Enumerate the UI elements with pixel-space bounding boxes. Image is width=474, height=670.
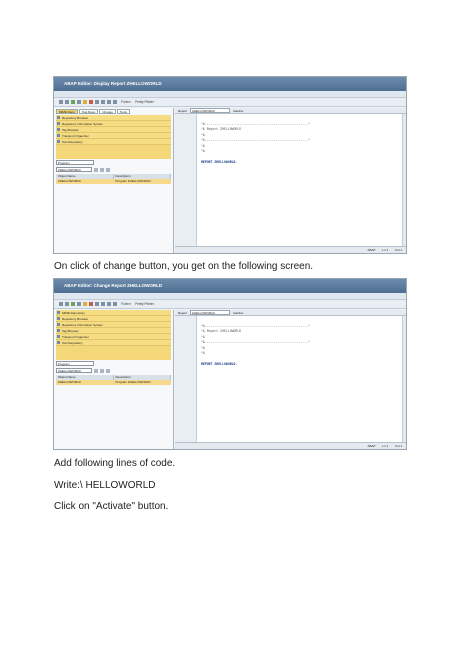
status-language: ABAP: [367, 248, 376, 252]
activate-icon[interactable]: [89, 302, 93, 306]
code-line: *& Report ZHELLOWORLD: [201, 329, 242, 333]
object-name-input[interactable]: ZHELLOWORLD: [56, 167, 92, 172]
display-icon[interactable]: [94, 369, 98, 373]
column-object-name: Object Name: [56, 375, 114, 380]
row-object-name: ZHELLOWORLD: [58, 380, 81, 384]
tab-tools[interactable]: Tools: [117, 109, 130, 114]
tab-mime-repo[interactable]: MIME Repo: [56, 109, 78, 114]
pretty-printer-button[interactable]: Pretty Printer: [135, 100, 154, 104]
caption-activate: Click on "Activate" button.: [54, 501, 169, 512]
report-state: Inactive: [233, 109, 244, 113]
source-code[interactable]: [201, 116, 400, 166]
pretty-printer-button[interactable]: Pretty Printer: [135, 302, 154, 306]
object-name-input[interactable]: ZHELLOWORLD: [56, 368, 92, 373]
forward-icon[interactable]: [65, 100, 69, 104]
object-name-row: [54, 367, 173, 374]
refresh-icon[interactable]: [100, 369, 104, 373]
source-code[interactable]: [201, 318, 400, 368]
back-icon[interactable]: [59, 302, 63, 306]
status-bar: [175, 246, 406, 253]
report-name-field: ZHELLOWORLD: [190, 310, 230, 315]
check-icon[interactable]: [83, 302, 87, 306]
nav-item-tag-browser[interactable]: Tag Browser: [56, 328, 171, 334]
code-line: *&: [201, 143, 205, 148]
save-icon[interactable]: [77, 302, 81, 306]
nav-item-repository-browser[interactable]: Repository Browser: [56, 115, 171, 121]
code-line: *&------------------------------------------------------*: [201, 323, 311, 328]
code-line: REPORT ZHELLOWORLD.: [201, 362, 238, 366]
test-icon[interactable]: [95, 302, 99, 306]
object-type-select[interactable]: Program: [56, 361, 94, 366]
status-language: ABAP: [367, 444, 376, 448]
navigation-window-icon[interactable]: [113, 100, 117, 104]
row-description: Program ZHELLOWORLD: [115, 179, 151, 183]
display-change-icon[interactable]: [71, 302, 75, 306]
report-label: Report: [178, 109, 188, 113]
object-name-row: [54, 166, 173, 173]
column-object-name: Object Name: [56, 174, 114, 179]
table-row[interactable]: [56, 179, 171, 184]
code-line: *&------------------------------------------------------*: [201, 138, 311, 142]
report-name-field: ZHELLOWORLD: [190, 108, 230, 113]
nav-item-repository-browser[interactable]: Repository Browser: [56, 316, 171, 322]
nav-item-repository-info-system[interactable]: Repository Information System: [56, 322, 171, 328]
navigation-tabs: [54, 108, 173, 115]
code-editor[interactable]: [175, 310, 406, 449]
tab-test-repo[interactable]: Test Repo: [79, 109, 99, 114]
column-description: Description: [114, 375, 172, 380]
code-line: *&: [201, 345, 205, 350]
object-type-row: [54, 159, 173, 166]
toolbar: [54, 300, 406, 309]
forward-icon[interactable]: [65, 302, 69, 306]
row-object-name: ZHELLOWORLD: [58, 179, 81, 183]
toolbar: [54, 98, 406, 107]
editor-header: [175, 108, 406, 114]
navigation-window-icon[interactable]: [113, 302, 117, 306]
display-object-list-icon[interactable]: [107, 302, 111, 306]
code-line: *&: [201, 351, 205, 355]
row-description: Program ZHELLOWORLD: [115, 380, 151, 384]
nav-item-tag-browser[interactable]: Tag Browser: [56, 127, 171, 133]
display-icon[interactable]: [94, 168, 98, 172]
code-line: *&: [201, 149, 205, 153]
test-icon[interactable]: [95, 100, 99, 104]
status-column: Col 1: [394, 444, 402, 448]
column-description: Description: [114, 174, 172, 179]
where-used-icon[interactable]: [101, 302, 105, 306]
nav-item-transport-organizer[interactable]: Transport Organizer: [56, 133, 171, 139]
change-icon[interactable]: [71, 100, 75, 104]
back-icon[interactable]: [59, 100, 63, 104]
code-editor[interactable]: [175, 108, 406, 253]
expand-icon[interactable]: [106, 369, 110, 373]
nav-item-mime-repository[interactable]: MIME Repository: [56, 310, 171, 316]
line-number-gutter: [175, 316, 197, 442]
change-report-screenshot: [53, 278, 407, 450]
pattern-button[interactable]: Pattern: [121, 302, 132, 306]
status-line: Ln 1: [382, 444, 389, 448]
nav-item-repository-info-system[interactable]: Repository Information System: [56, 121, 171, 127]
save-icon[interactable]: [77, 100, 81, 104]
navigation-panel: [54, 108, 174, 253]
caption-add-code: Add following lines of code.: [54, 458, 176, 469]
status-column: Col 1: [394, 248, 402, 252]
caption-change-button: On click of change button, you get on the following screen.: [54, 261, 314, 272]
line-number-gutter: [175, 114, 197, 246]
vertical-scrollbar[interactable]: [402, 316, 406, 442]
tab-change[interactable]: Change: [99, 109, 116, 114]
report-label: Report: [178, 311, 188, 315]
code-line: *&: [201, 132, 205, 137]
code-line: REPORT ZHELLOWORLD.: [201, 160, 238, 164]
code-line: *&------------------------------------------------------*: [201, 121, 311, 126]
pattern-button[interactable]: Pattern: [121, 100, 132, 104]
caption-write-statement: Write:\ HELLOWORLD: [54, 480, 156, 491]
nav-item-test-repository[interactable]: Test Repository: [56, 139, 171, 145]
code-line: *&------------------------------------------------------*: [201, 340, 311, 344]
code-line: *&: [201, 334, 205, 339]
navigation-panel: [54, 310, 174, 449]
object-type-select[interactable]: Program: [56, 160, 94, 165]
menu-bar: [54, 91, 406, 98]
status-bar: [175, 442, 406, 449]
nav-item-transport-organizer[interactable]: Transport Organizer: [56, 334, 171, 340]
window-title: ABAP Editor: Change Report ZHELLOWORLD: [54, 279, 406, 293]
window-title: ABAP Editor: Display Report ZHELLOWORLD: [54, 77, 406, 91]
refresh-icon[interactable]: [100, 168, 104, 172]
code-line: *& Report ZHELLOWORLD: [201, 127, 242, 131]
display-report-screenshot: [53, 76, 407, 254]
vertical-scrollbar[interactable]: [402, 114, 406, 246]
display-object-list-icon[interactable]: [107, 100, 111, 104]
table-row[interactable]: [56, 380, 171, 385]
report-state: Inactive: [233, 311, 244, 315]
where-used-icon[interactable]: [101, 100, 105, 104]
nav-item-test-repository[interactable]: Test Repository: [56, 340, 171, 346]
object-type-row: [54, 360, 173, 367]
expand-icon[interactable]: [106, 168, 110, 172]
status-line: Ln 1: [382, 248, 389, 252]
editor-header: [175, 310, 406, 316]
activate-icon[interactable]: [89, 100, 93, 104]
check-icon[interactable]: [83, 100, 87, 104]
nav-spacer: [56, 346, 171, 360]
nav-spacer: [56, 145, 171, 159]
menu-bar: [54, 293, 406, 300]
